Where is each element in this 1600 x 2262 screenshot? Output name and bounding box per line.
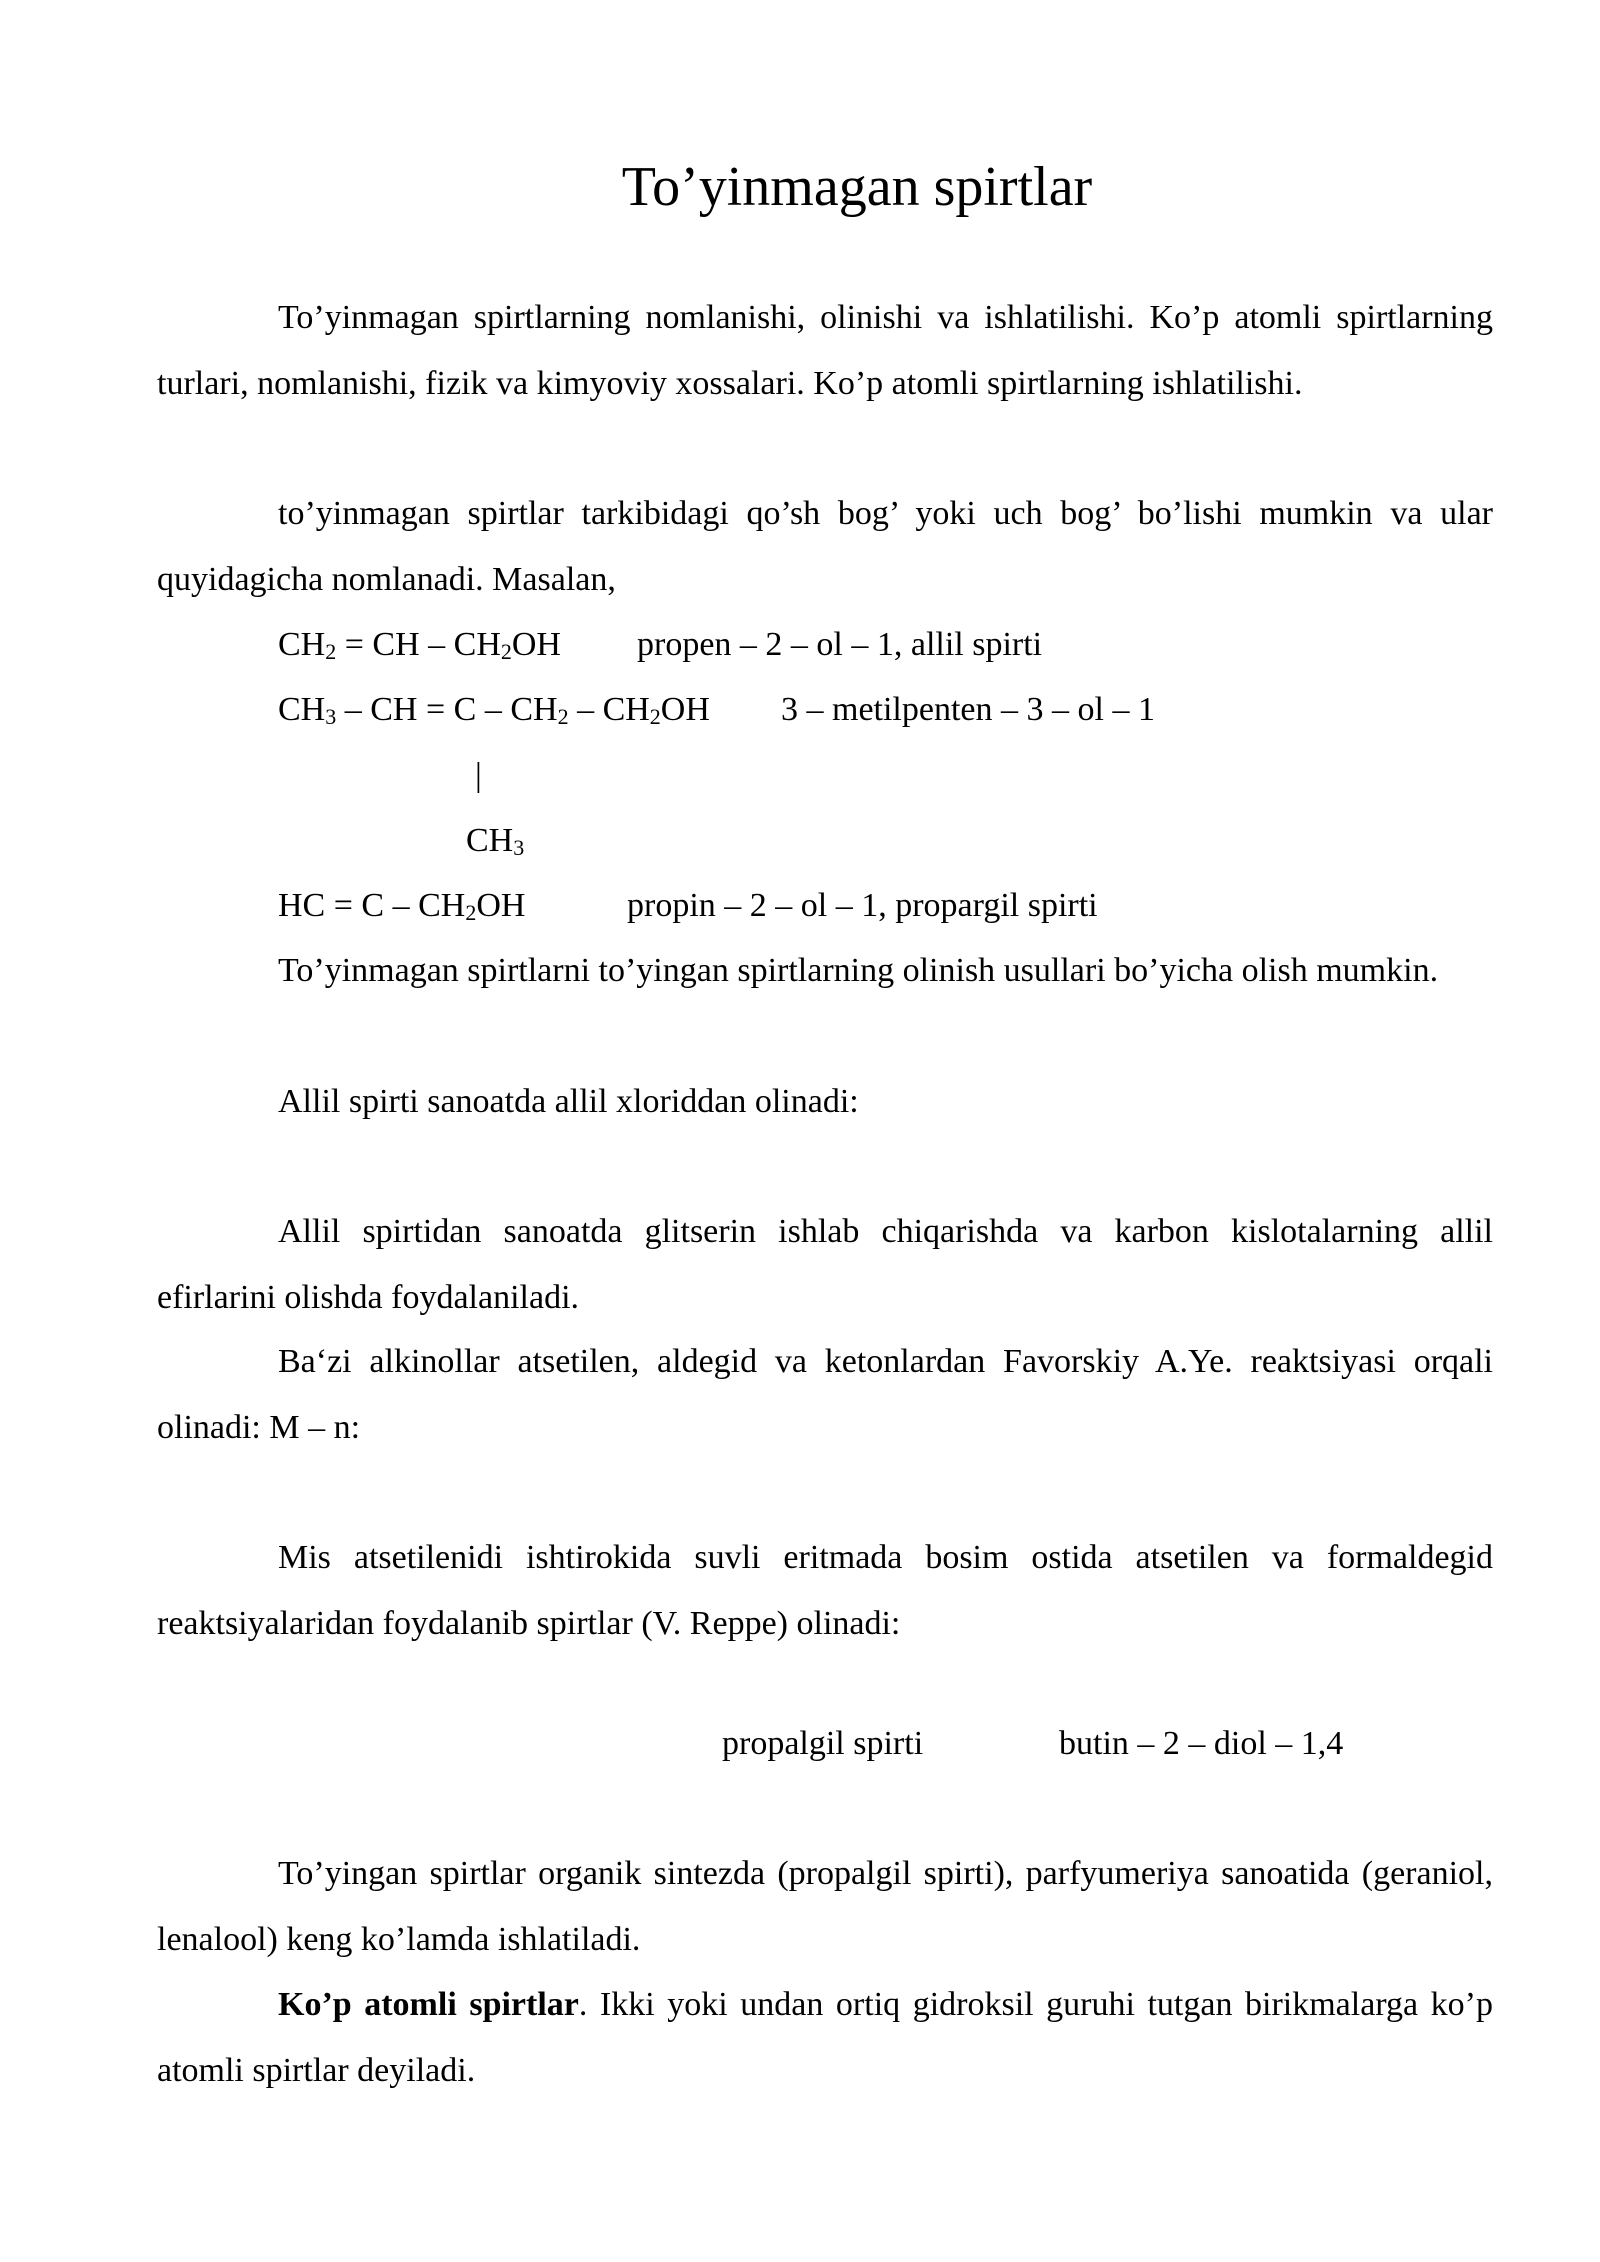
uses-paragraph: To’yingan spirtlar organik sintezda (propalgil spirti), parfyumeriya sanoatida (geraniol, lenalool) keng ko’lamda ishlatiladi. [157, 1855, 1493, 1958]
intro-paragraph: To’yinmagan spirtlarning nomlanishi, olinishi va ishlatilishi. Ko’p atomli spirtlarning turlari, nomlanishi, fizik va kimyoviy xossalari. Ko’p atomli spirtlarning ishlatilishi. [157, 299, 1493, 402]
page-title: To’yinmagan spirtlar [621, 156, 1093, 218]
formula-allyl-alcohol-name: propen – 2 – ol – 1, allil spirti [637, 626, 1043, 663]
allyl-industry-paragraph: Allil spirti sanoatda allil xloriddan olinadi: [278, 1083, 859, 1120]
double-bond-paragraph: to’yinmagan spirtlar tarkibidagi qo’sh bog’ yoki uch bog’ bo’lishi mumkin va ular quyidagicha nomlanadi. Masalan, [157, 495, 1493, 598]
product-label-butynediol: butin – 2 – diol – 1,4 [1059, 1725, 1344, 1762]
formula-methylpentenol: $CH_3$ – CH = C – $CH_2 - CH_2OH$ [278, 691, 710, 729]
formula-propargyl-alcohol: HC = C – $CH_2OH$ [278, 887, 526, 925]
product-label-propargyl: propalgil spirti [722, 1725, 924, 1762]
polyols-paragraph: Ko’p atomli spirtlar. Ikki yoki undan ortiq gidroksil guruhi tutgan birikmalarga ko’p atomli spirtlar deyiladi. [157, 1986, 1493, 2089]
formula-branch-bond: | [475, 757, 482, 794]
preparation-paragraph: To’yinmagan spirtlarni to’yingan spirtlarning olinish usullari bo’yicha olish mumkin. [278, 952, 1439, 989]
favorskiy-paragraph: Ba‘zi alkinollar atsetilen, aldegid va ketonlardan Favorskiy A.Ye. reaktsiyasi orqali olinadi: M – n: [157, 1343, 1493, 1446]
formula-methylpentenol-name: 3 – metilpenten – 3 – ol – 1 [781, 691, 1155, 728]
reppe-paragraph: Mis atsetilenidi ishtirokida suvli eritmada bosim ostida atsetilen va formaldegid reaktsiyalaridan foydalanib spirtlar (V. Reppe) olinadi: [157, 1539, 1493, 1642]
formula-branch-methyl: $CH_3$ [466, 822, 525, 860]
allyl-use-paragraph: Allil spirtidan sanoatda glitserin ishlab chiqarishda va karbon kislotalarning allil efirlarini olishda foydalaniladi. [157, 1213, 1493, 1316]
formula-allyl-alcohol: $CH_2$ = CH – $CH_2OH$ [278, 626, 561, 664]
formula-propargyl-alcohol-name: propin – 2 – ol – 1, propargil spirti [627, 887, 1098, 924]
polyols-heading: Ko’p atomli spirtlar [278, 1986, 579, 2023]
